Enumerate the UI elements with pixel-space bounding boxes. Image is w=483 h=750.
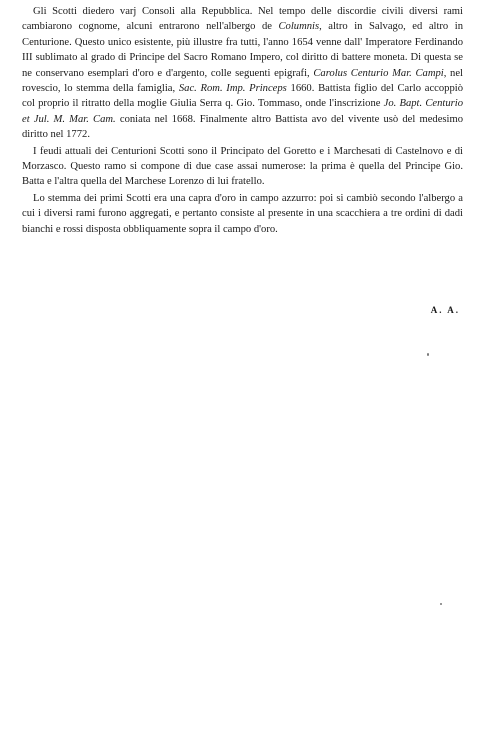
italic-text-run: Jo. Bapt. Centurio et Jul. M. Mar. Cam.: [22, 98, 463, 125]
paragraph: [22, 191, 463, 237]
author-signature: A. A.: [430, 305, 460, 315]
paper-speck: [427, 353, 429, 356]
text-run: 1660. Battista figlio del Carlo accoppiò col proprio il ritratto della moglie Giulia Serra q. Gio. Tommaso, onde l'inscrizione: [22, 83, 463, 110]
text-run: coniata nel 1668. Finalmente altro Battista avo del vivente usò del medesimo diritto nel 1772.: [22, 113, 463, 141]
text-run: , nel rovescio, lo stemma della famiglia,: [22, 67, 463, 95]
italic-text-run: Carolus Centurio Mar. Campi: [313, 67, 444, 79]
italic-text-run: Columnis: [278, 21, 320, 33]
body-text: [22, 4, 463, 237]
text-run: I feudi attuali dei Centurioni Scotti sono il Principato del Goretto e i Marchesati di Castelnovo e di Morzasco. Questo ramo si compone di due case assai numerose: la prima è quella del Principe Gio. Batta e l'altra quella del Marchese Lorenzo di lui fratello.: [22, 145, 463, 188]
italic-text-run: Sac. Rom. Imp. Princeps: [178, 83, 287, 95]
text-run: Gli Scotti diedero varj Consoli alla Repubblica. Nel tempo delle discordie civili diversi rami cambiarono cognome, alcuni entrarono nell'albergo de: [22, 6, 463, 33]
text-run: , altro in Salvago, ed altro in Centurione. Questo unico esistente, più illustre fra tutti, l'anno 1654 venne dall' Imperatore Ferdinando III sublimato al grado di Principe del Sacro Romano Impero, col diritto di battere moneta. Di questa se ne conservano esemplari d'oro e d'argento, colle seguenti epigrafi,: [22, 21, 463, 79]
text-run: Lo stemma dei primi Scotti era una capra d'oro in campo azzurro: poi si cambiò secondo l'albergo a cui i diversi rami furono aggregati, e pertanto consiste al presente in una scacchiera a tre ordini di dadi bianchi e rossi disposta obbliquamente sopra il campo d'oro.: [22, 192, 463, 235]
paper-speck: [440, 603, 442, 605]
paragraph: [22, 4, 463, 143]
paragraph: [22, 144, 463, 190]
